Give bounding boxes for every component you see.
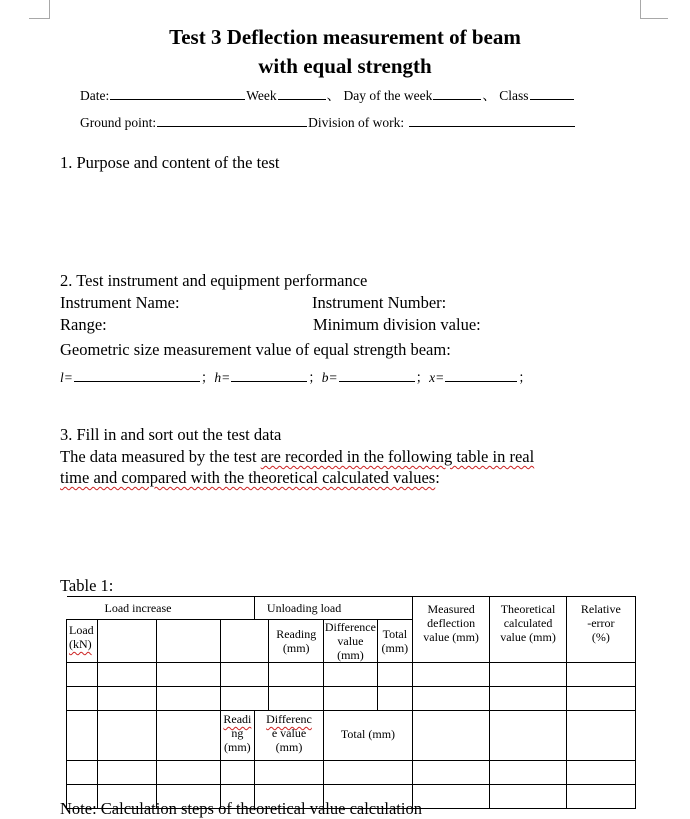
table-cell[interactable]	[566, 687, 635, 711]
section3-heading: 3. Fill in and sort out the test data	[60, 425, 282, 444]
table-caption: Table 1:	[60, 576, 114, 595]
section1-heading: 1. Purpose and content of the test	[60, 153, 280, 172]
table-row	[67, 597, 636, 620]
section2-heading: 2. Test instrument and equipment performance	[60, 271, 368, 290]
table-cell[interactable]	[324, 687, 378, 711]
semicolon-3: ；	[415, 370, 430, 385]
l-field[interactable]	[74, 366, 200, 382]
separator-2: 、	[482, 88, 496, 103]
total-line2: (mm)	[381, 641, 409, 655]
li-reading-line3: (mm)	[224, 740, 251, 754]
table-cell[interactable]	[566, 785, 635, 809]
theoretical-line2: calculated	[503, 616, 553, 630]
total-line1: Total	[382, 627, 408, 641]
header-relative-error	[566, 597, 635, 663]
table-cell[interactable]	[67, 687, 98, 711]
relative-line1: Relative	[580, 602, 621, 616]
class-field[interactable]	[530, 84, 574, 100]
week-label: Week	[246, 88, 277, 103]
section3-text-line2	[60, 468, 440, 488]
semicolon-2: ；	[308, 370, 322, 385]
difference-line1: Difference	[324, 620, 376, 634]
relative-line3: (%)	[591, 630, 610, 644]
table-cell[interactable]	[490, 663, 566, 687]
semicolon-4: ；	[518, 370, 532, 385]
header-theoretical-value	[490, 597, 566, 663]
header-measured-deflection	[412, 597, 489, 663]
load-line1: Load	[69, 623, 94, 637]
ground-label: Ground point:	[80, 115, 157, 130]
table-cell[interactable]	[220, 663, 269, 687]
table-row	[67, 761, 636, 785]
day-field[interactable]	[433, 84, 481, 100]
day-label: Day of the week	[343, 88, 433, 103]
footer-note-clip	[0, 799, 667, 818]
instrument-number-label: Instrument Number:	[312, 293, 447, 312]
sub-header-difference	[254, 711, 323, 761]
reading-line2: (mm)	[282, 641, 310, 655]
table-cell[interactable]	[412, 761, 489, 785]
table-cell[interactable]	[156, 663, 220, 687]
table-cell[interactable]	[67, 663, 98, 687]
page-title-line1: Test 3 Deflection measurement of beam	[169, 25, 521, 49]
h-field[interactable]	[231, 366, 307, 382]
table-row	[67, 687, 636, 711]
load-line2: (kN)	[69, 637, 92, 651]
class-label: Class	[499, 88, 529, 103]
table-cell[interactable]	[97, 663, 156, 687]
geometric-size-label: Geometric size measurement value of equal strength beam:	[60, 340, 451, 359]
table-cell[interactable]	[377, 663, 412, 687]
dimension-row	[60, 366, 532, 386]
table-cell[interactable]	[324, 761, 413, 785]
table-cell[interactable]	[67, 761, 98, 785]
table-cell[interactable]	[220, 761, 254, 785]
header-load-kn	[67, 620, 98, 663]
reading-line1: Reading	[276, 627, 317, 641]
semicolon-1: ；	[200, 370, 215, 385]
b-label: b=	[321, 370, 338, 385]
header-total	[377, 620, 412, 663]
difference-line2: value (mm)	[337, 634, 364, 662]
sub-header-reading	[220, 711, 254, 761]
data-table	[66, 596, 636, 809]
page-title-line2: with equal strength	[258, 54, 432, 78]
min-division-label: Minimum division value:	[313, 315, 481, 334]
table-cell[interactable]	[254, 761, 323, 785]
table-cell[interactable]	[67, 711, 98, 761]
footer-note: Note: Calculation steps of theoretical value calculation	[60, 799, 422, 818]
table-cell[interactable]	[156, 711, 220, 761]
header-unloading-load: Unloading load	[254, 597, 412, 620]
sub-header-total	[324, 711, 413, 761]
li-reading-line2: ng	[231, 726, 244, 740]
table-cell[interactable]	[490, 711, 566, 761]
measured-line3: value (mm)	[423, 630, 479, 644]
table-cell[interactable]	[156, 761, 220, 785]
table-cell[interactable]	[97, 687, 156, 711]
table-cell[interactable]	[220, 687, 269, 711]
table-cell[interactable]	[269, 687, 324, 711]
corner-mark-left	[29, 0, 50, 19]
table-cell[interactable]	[269, 663, 324, 687]
table-cell[interactable]	[490, 761, 566, 785]
range-label: Range:	[60, 315, 107, 334]
table-row	[67, 711, 636, 761]
header-row-ground	[80, 111, 576, 131]
measured-line1: Measured	[427, 602, 475, 616]
li-total-text: Total (mm)	[340, 726, 396, 741]
table-cell[interactable]	[412, 785, 489, 809]
text-wavy-2: time and compared with the theoretical calculated values	[60, 468, 436, 487]
relative-line2: -error	[587, 616, 615, 630]
measured-line2: deflection	[427, 616, 476, 630]
table-cell[interactable]	[412, 711, 489, 761]
li-difference-line1: Differenc	[266, 712, 312, 726]
table-cell[interactable]	[490, 785, 566, 809]
corner-mark-right	[640, 0, 668, 19]
division-field[interactable]	[409, 111, 575, 127]
table-cell[interactable]	[156, 620, 220, 663]
ground-field[interactable]	[157, 111, 307, 127]
l-label: l=	[60, 370, 73, 385]
li-difference-line2: e value	[271, 726, 307, 740]
separator: 、	[326, 88, 341, 103]
b-field[interactable]	[339, 366, 415, 382]
table-cell[interactable]	[490, 687, 566, 711]
week-field[interactable]	[278, 84, 326, 100]
table-cell[interactable]	[97, 711, 156, 761]
table-cell[interactable]	[412, 663, 489, 687]
table-cell[interactable]	[97, 620, 156, 663]
theoretical-line3: value (mm)	[500, 630, 556, 644]
li-difference-line3: (mm)	[275, 740, 303, 754]
li-reading-line1: Readi	[223, 712, 252, 726]
text-colon: :	[435, 468, 440, 487]
text-plain: The data measured by the test	[60, 447, 261, 466]
x-field[interactable]	[445, 366, 517, 382]
h-label: h=	[214, 370, 231, 385]
division-label: Division of work:	[308, 115, 405, 130]
table-cell[interactable]	[324, 663, 378, 687]
table-row	[67, 663, 636, 687]
header-reading	[269, 620, 324, 663]
table-cell[interactable]	[220, 620, 269, 663]
date-field[interactable]	[110, 84, 245, 100]
table-cell[interactable]	[566, 761, 635, 785]
table-cell[interactable]	[566, 663, 635, 687]
table-cell[interactable]	[412, 687, 489, 711]
x-label: x=	[429, 370, 445, 385]
header-row-date	[80, 84, 575, 104]
table-cell[interactable]	[156, 687, 220, 711]
theoretical-line1: Theoretical	[500, 602, 556, 616]
instrument-name-label: Instrument Name:	[60, 293, 180, 312]
table-cell[interactable]	[566, 711, 635, 761]
section3-text-line1	[60, 447, 534, 467]
text-wavy-1: are recorded in the following table in real	[260, 447, 535, 466]
header-load-increase: Load increase	[67, 597, 255, 620]
date-label: Date:	[80, 88, 110, 103]
table-cell[interactable]	[97, 761, 156, 785]
header-difference	[324, 620, 378, 663]
table-cell[interactable]	[377, 687, 412, 711]
